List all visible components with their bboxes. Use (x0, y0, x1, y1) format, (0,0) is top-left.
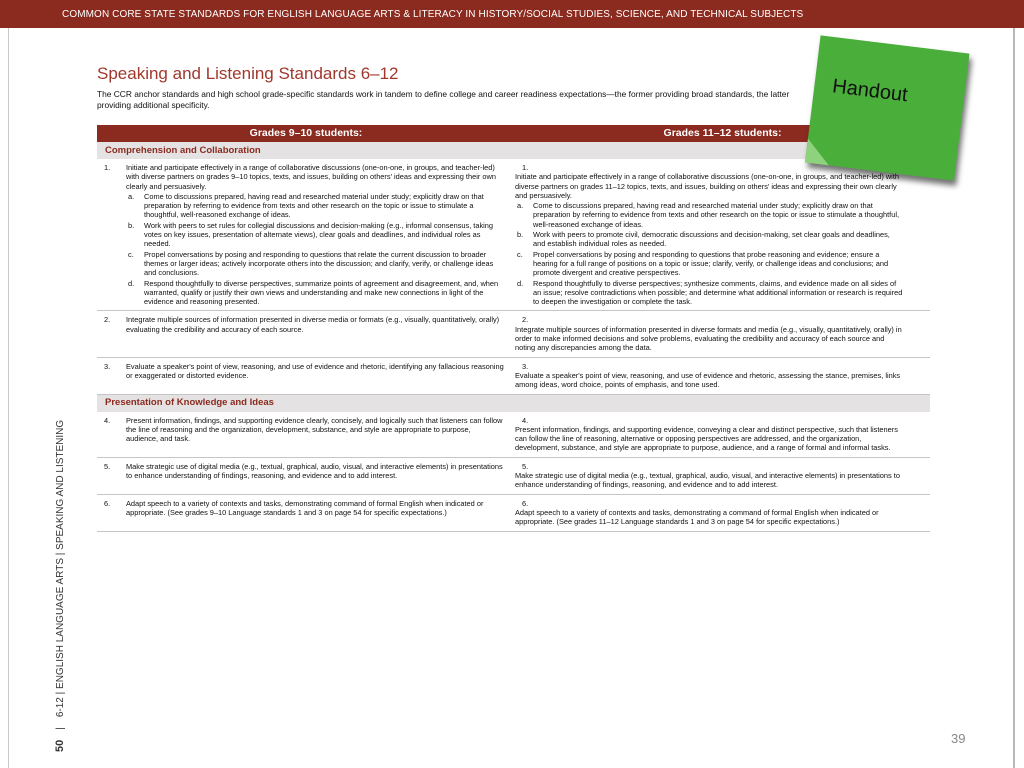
substandard (126, 279, 504, 307)
sticky-note-paper (805, 35, 969, 180)
substandard-letter: c. (128, 249, 134, 259)
standard-text-block (515, 172, 903, 306)
substandard (126, 221, 504, 249)
table-row (97, 311, 930, 357)
column-header-grades-9-10: Grades 9–10 students: (97, 125, 515, 142)
section-heading-comprehension: Comprehension and Collaboration (97, 142, 930, 159)
standard-number: 5. (522, 461, 529, 471)
standard-cell-right (515, 311, 930, 357)
standard-text: Evaluate a speaker's point of view, reasoning, and use of evidence and rhetoric, identifying any fallacious reasoning or exaggerated or distorted evidence. (126, 361, 504, 380)
substandard (515, 230, 903, 249)
sticky-note-label: Handout (831, 75, 909, 107)
standard-number: 6. (522, 498, 529, 508)
section-row (97, 394, 930, 412)
standard-text: Integrate multiple sources of information presented in diverse formats and media (e.g., visually, quantitatively, orally) in order to make informed decisions and solve problems, evaluating the credibility and accuracy of each source and noting any discrepancies among the data. (515, 324, 902, 353)
standard-text: Evaluate a speaker's point of view, reasoning, and use of evidence and rhetoric, assessing the stance, premises, links among ideas, word choice, points of emphasis, and tone used. (515, 370, 901, 390)
substandard (515, 201, 903, 229)
table-row (97, 457, 930, 494)
substandard-letter: d. (517, 278, 524, 288)
standard-number: 3. (522, 361, 529, 371)
intro-paragraph: The CCR anchor standards and high school grade-specific standards work in tandem to define college and career readiness expectations—the former providing broad standards, the latter providing additional specificity. (97, 89, 790, 110)
substandard-text: Come to discussions prepared, having read and researched material under study; explicitly draw on that preparation by referring to evidence from texts and other research on the topic or issue to stimulate a thoughtful, well-reasoned exchange of ideas. (144, 191, 484, 220)
header-bar (0, 0, 1024, 28)
standard-number: 1. (104, 163, 111, 172)
standard-cell-left (97, 311, 515, 357)
left-margin-rule (8, 28, 9, 768)
slide-number: 39 (951, 731, 966, 746)
substandard (126, 250, 504, 278)
section-heading-presentation: Presentation of Knowledge and Ideas (97, 394, 930, 412)
standard-text: Make strategic use of digital media (e.g., textual, graphical, audio, visual, and interactive elements) in presentations to enhance understanding of findings, reasoning, and evidence and to add interest. (126, 461, 503, 481)
standard-number: 4. (104, 415, 111, 425)
substandard-letter: b. (128, 220, 135, 230)
standard-number: 1. (522, 163, 529, 172)
standard-cell-left (97, 357, 515, 394)
vertical-sidebar (54, 420, 66, 752)
standard-text: Initiate and participate effectively in a range of collaborative discussions (one-on-one, in groups, and teacher-led) with diverse partners on grades 11–12 topics, texts, and issues, building on others' ideas and expressing their own clearly and persuasively. (515, 172, 899, 200)
standard-text: Adapt speech to a variety of contexts and tasks, demonstrating command of formal English when indicated or appropriate. (See grades 9–10 Language standards 1 and 3 on page 54 for specific expectations.) (126, 498, 484, 517)
standard-text: Initiate and participate effectively in a range of collaborative discussions (one-on-one, in groups, and teacher-led) with diverse partners on grades 9–10 topics, texts, and issues, building on others' ideas and expressing their own clearly and persuasively. (126, 163, 496, 191)
substandard-letter: a. (517, 201, 524, 211)
handout-sticky-note (805, 35, 970, 184)
table-header-row (97, 125, 930, 142)
standard-number: 3. (104, 361, 111, 371)
standard-cell-right (515, 159, 930, 311)
sticky-note-fold (805, 139, 832, 166)
page-number: 50 (54, 739, 66, 752)
substandard-text: Propel conversations by posing and responding to questions that relate the current discussion to broader themes or larger ideas; actively incorporate others into the discussion; and clarify, verify, or challenge ideas and conclusions. (144, 249, 494, 278)
standard-text-block (126, 163, 504, 306)
standards-table (97, 125, 930, 532)
standard-number: 4. (522, 415, 529, 425)
substandard (515, 279, 903, 307)
substandard-text: Respond thoughtfully to diverse perspectives, summarize points of agreement and disagreement, and, when warranted, qualify or justify their own views and understanding and make new connections in light of the evidence and reasoning presented. (144, 278, 499, 307)
table-row (97, 412, 930, 458)
table-row (97, 494, 930, 531)
standard-number: 2. (104, 315, 111, 325)
standard-text: Adapt speech to a variety of contexts and tasks, demonstrating a command of formal English when indicated or appropriate. (See grades 11–12 Language standards 1 and 3 on page 54 for specific expectations.) (515, 507, 879, 527)
substandard-text: Come to discussions prepared, having read and researched material under study; explicitly draw on that preparation by referring to evidence from texts and other research on the topic or issue to stimulate a thoughtful, well-reasoned exchange of ideas. (533, 201, 900, 229)
standard-text: Make strategic use of digital media (e.g., textual, graphical, audio, visual, and interactive elements) in presentations to enhance understanding of findings, reasoning, and evidence and to add interest. (515, 471, 900, 490)
substandard-text: Work with peers to promote civil, democratic discussions and decision-making, set clear goals and deadlines, and establish individual roles as needed. (533, 230, 890, 249)
header-text: COMMON CORE STATE STANDARDS FOR ENGLISH LANGUAGE ARTS & LITERACY IN HISTORY/SOCIAL STUDIES, SCIENCE, AND TECHNICAL SUBJECTS (62, 9, 804, 20)
standard-number: 2. (522, 315, 529, 325)
standard-text: Present information, findings, and supporting evidence, conveying a clear and distinct perspective, such that listeners can follow the line of reasoning, alternative or opposing perspectives are addressed, and the organization, development, substance, and style are appropriate to purpose, audience, and a range of formal and informal tasks. (515, 424, 898, 453)
standard-number: 6. (104, 498, 111, 508)
substandard-letter: a. (128, 191, 135, 201)
standard-text: Present information, findings, and supporting evidence clearly, concisely, and logically such that listeners can follow the line of reasoning and the organization, development, substance, and style are appropriate to purpose, audience, and task. (126, 415, 503, 444)
substandard-text: Respond thoughtfully to diverse perspectives; synthesize comments, claims, and evidence made on all sides of an issue; resolve contradictions when possible; and determine what additional information or research is required to deepen the investigation or complete the task. (533, 278, 903, 307)
substandard (126, 192, 504, 220)
standard-cell-left (97, 159, 515, 311)
standard-cell-right (515, 357, 930, 394)
right-page-edge (1013, 28, 1015, 768)
substandard-text: Propel conversations by posing and responding to questions that probe reasoning and evidence; ensure a hearing for a full range of positions on a topic or issue; clarify, verify, or challenge ideas and conclusions; and promote divergent and creative perspectives. (533, 249, 889, 278)
standard-cell-left (97, 412, 515, 458)
column-header-grades-11-12: Grades 11–12 students: (515, 125, 930, 142)
standard-text: Integrate multiple sources of information presented in diverse media or formats (e.g., visually, quantitatively, orally) evaluating the credibility and accuracy of each source. (126, 315, 500, 334)
sidebar-divider: | (55, 727, 66, 730)
standard-cell-left (97, 457, 515, 494)
standard-cell-right (515, 412, 930, 458)
table-row (97, 159, 930, 311)
substandard-letter: c. (517, 249, 523, 259)
standard-number: 5. (104, 461, 111, 471)
page-title: Speaking and Listening Standards 6–12 (97, 64, 399, 83)
substandard-letter: d. (128, 278, 135, 288)
standard-cell-right (515, 494, 930, 531)
sidebar-label: 6-12 | ENGLISH LANGUAGE ARTS | SPEAKING AND LISTENING (55, 419, 66, 718)
table-row (97, 357, 930, 394)
substandard (515, 250, 903, 278)
standard-cell-right (515, 457, 930, 494)
standard-cell-left (97, 494, 515, 531)
substandard-text: Work with peers to set rules for collegial discussions and decision-making (e.g., informal consensus, taking votes on key issues, presentation of alternate views), clear goals and deadlines, and individual roles as needed. (144, 220, 494, 249)
substandard-letter: b. (517, 230, 524, 240)
